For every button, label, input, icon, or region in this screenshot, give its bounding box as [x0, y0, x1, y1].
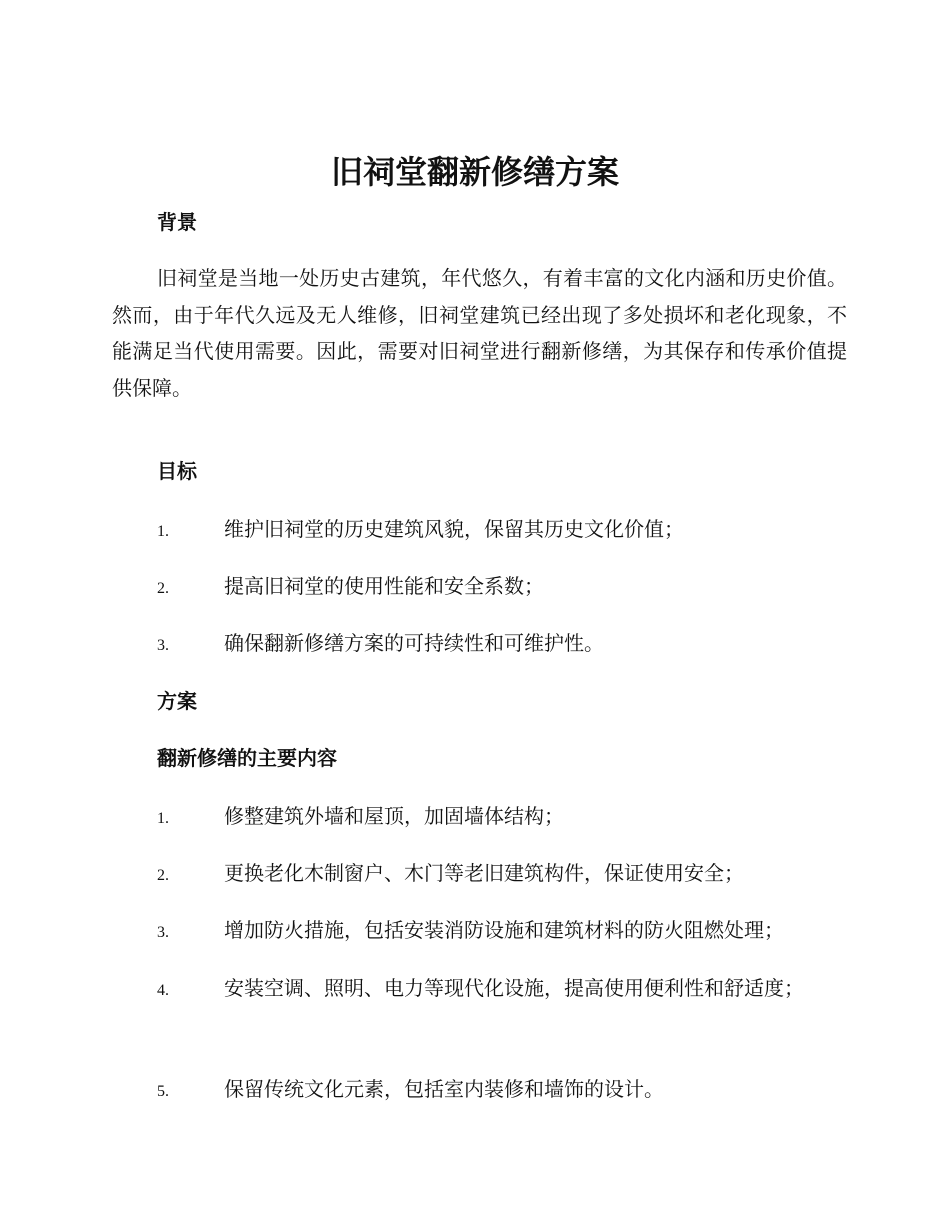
plan-item-text: 保留传统文化元素，包括室内装修和墙饰的设计。 [224, 1077, 664, 1101]
goal-item-1 [112, 507, 842, 554]
plan-item-number: 3. [157, 924, 169, 941]
goal-item-number: 2. [157, 580, 169, 597]
goal-item-text: 确保翻新修缮方案的可持续性和可维护性。 [224, 631, 604, 655]
plan-item-text: 更换老化木制窗户、木门等老旧建筑构件，保证使用安全； [224, 861, 744, 885]
plan-heading: 方案 [157, 689, 197, 713]
plan-item-3 [112, 908, 842, 955]
goal-item-number: 3. [157, 637, 169, 654]
plan-item-5 [112, 1067, 842, 1114]
plan-item-2 [112, 851, 842, 898]
plan-item-number: 1. [157, 810, 169, 827]
plan-item-number: 4. [157, 982, 169, 999]
goal-item-2 [112, 564, 842, 611]
plan-item-text: 修整建筑外墙和屋顶，加固墙体结构； [224, 804, 564, 828]
plan-item-text: 安装空调、照明、电力等现代化设施，提高使用便利性和舒适度； [224, 976, 804, 1000]
goal-item-3 [112, 621, 842, 668]
plan-item-text: 增加防火措施，包括安装消防设施和建筑材料的防火阻燃处理； [224, 918, 784, 942]
background-paragraph: 旧祠堂是当地一处历史古建筑，年代悠久，有着丰富的文化内涵和历史价值。然而，由于年代久远及无人维修，旧祠堂建筑已经出现了多处损坏和老化现象，不能满足当代使用需要。因此，需要对旧祠堂进行翻新修缮，为其保存和传承价值提供保障。 [112, 266, 847, 400]
goal-item-text: 提高旧祠堂的使用性能和安全系数； [224, 574, 544, 598]
plan-item-number: 5. [157, 1083, 169, 1100]
plan-item-4 [112, 966, 842, 1013]
goal-item-number: 1. [157, 523, 169, 540]
plan-subheading: 翻新修缮的主要内容 [157, 746, 337, 770]
plan-item-1 [112, 794, 842, 841]
goals-heading: 目标 [157, 459, 197, 483]
goal-item-text: 维护旧祠堂的历史建筑风貌，保留其历史文化价值； [224, 517, 684, 541]
document-title: 旧祠堂翻新修缮方案 [330, 153, 619, 191]
plan-item-number: 2. [157, 867, 169, 884]
background-heading: 背景 [157, 210, 197, 234]
